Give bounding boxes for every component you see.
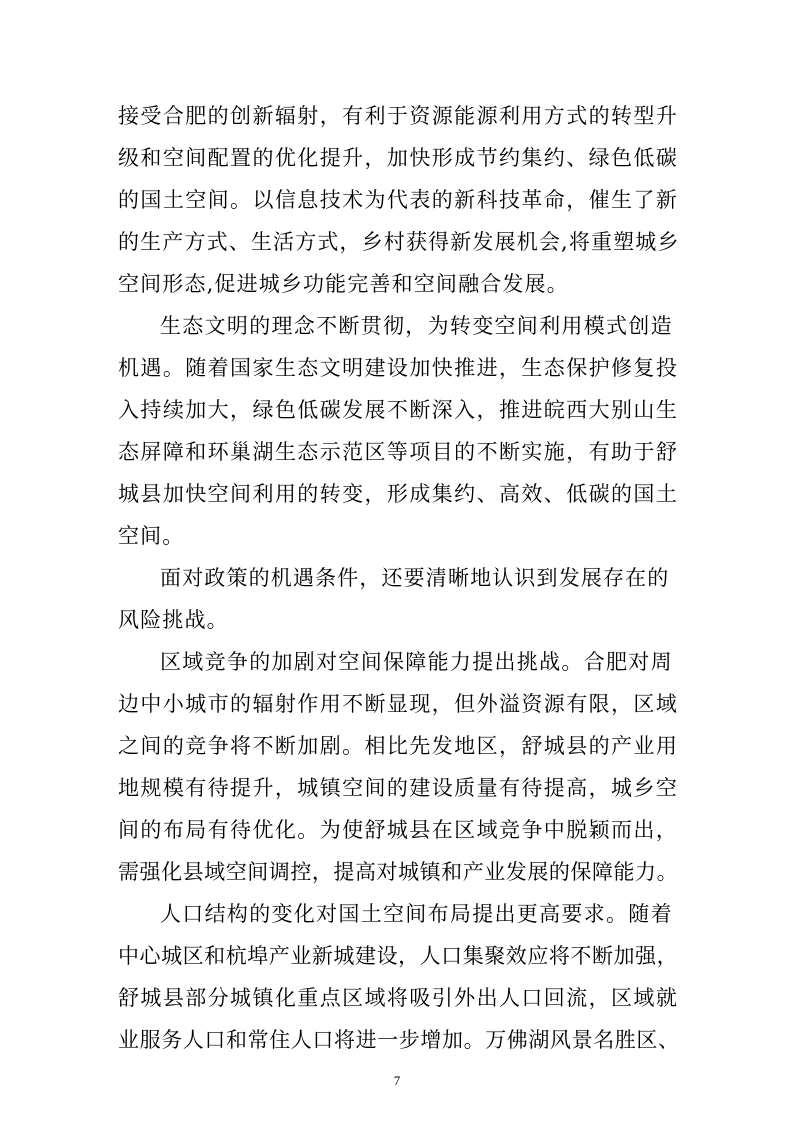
text-line: 空间形态,促进城乡功能完善和空间融合发展。 bbox=[118, 272, 569, 296]
text-line: 舒城县部分城镇化重点区域将吸引外出人口回流，区域就 bbox=[118, 986, 678, 1010]
text-line: 风险挑战。 bbox=[118, 608, 229, 632]
text-line: 中心城区和杭埠产业新城建设，人口集聚效应将不断加强， bbox=[118, 944, 678, 968]
page-number: 7 bbox=[393, 1073, 401, 1088]
text-line: 地规模有待提升，城镇空间的建设质量有待提高，城乡空 bbox=[118, 776, 678, 800]
text-line: 态屏障和环巢湖生态示范区等项目的不断实施，有助于舒 bbox=[118, 440, 678, 464]
text-line: 级和空间配置的优化提升，加快形成节约集约、绿色低碳 bbox=[118, 146, 678, 170]
text-line: 机遇。随着国家生态文明建设加快推进，生态保护修复投 bbox=[118, 356, 678, 380]
text-line: 空间。 bbox=[118, 524, 185, 548]
paragraph-lead-line: 区域竞争的加剧对空间保障能力提出挑战。合肥对周 bbox=[160, 650, 673, 674]
paragraph-lead-line: 生态文明的理念不断贯彻，为转变空间利用模式创造 bbox=[160, 314, 673, 338]
text-line: 接受合肥的创新辐射，有利于资源能源利用方式的转型升 bbox=[118, 104, 678, 128]
text-line: 城县加快空间利用的转变，形成集约、高效、低碳的国土 bbox=[118, 482, 678, 506]
paragraph-lead-line: 人口结构的变化对国土空间布局提出更高要求。随着 bbox=[160, 902, 673, 926]
text-line: 间的布局有待优化。为使舒城县在区域竞争中脱颖而出， bbox=[118, 818, 678, 842]
text-line: 的生产方式、生活方式，乡村获得新发展机会,将重塑城乡 bbox=[118, 230, 680, 254]
text-line: 入持续加大，绿色低碳发展不断深入，推进皖西大别山生 bbox=[118, 398, 678, 422]
text-line: 面对政策的机遇条件，还要清晰地认识到发展存在的 bbox=[160, 566, 670, 590]
text-line: 边中小城市的辐射作用不断显现，但外溢资源有限，区域 bbox=[118, 692, 678, 716]
text-line: 业服务人口和常住人口将进一步增加。万佛湖风景名胜区、 bbox=[118, 1028, 680, 1052]
text-line: 需强化县域空间调控，提高对城镇和产业发展的保障能力。 bbox=[118, 860, 678, 884]
text-line: 之间的竞争将不断加剧。相比先发地区，舒城县的产业用 bbox=[118, 734, 678, 758]
text-line: 的国土空间。以信息技术为代表的新科技革命，催生了新 bbox=[118, 188, 678, 212]
